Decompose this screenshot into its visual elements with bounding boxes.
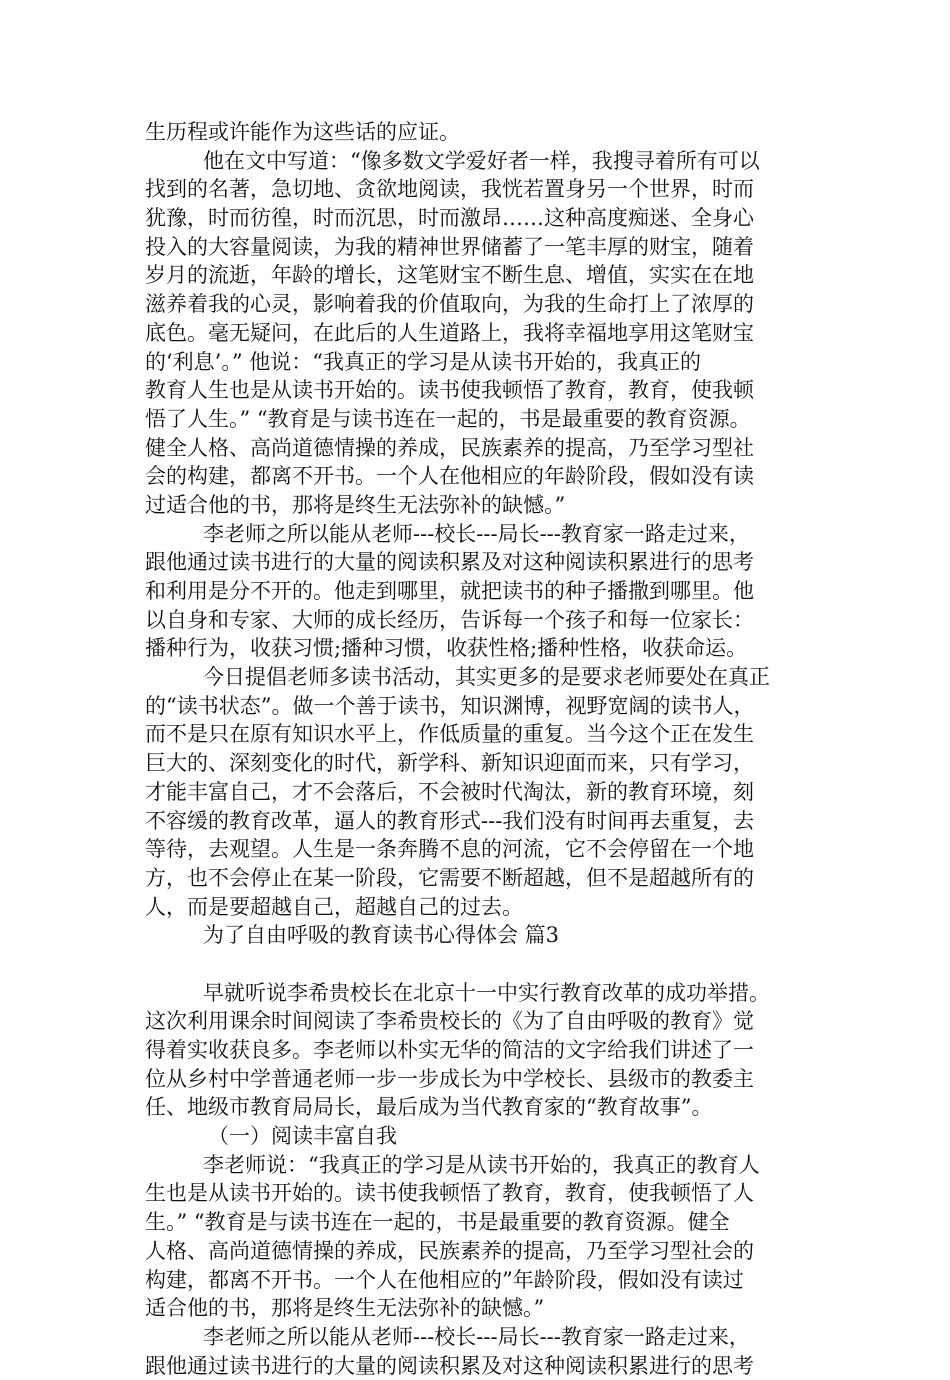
text-line: 底色。毫无疑问，在此后的人生道路上，我将幸福地享用这笔财宝 [145, 320, 754, 345]
section-heading: 为了自由呼吸的教育读书心得体会 篇3 [203, 923, 560, 948]
text-line: 才能丰富自己，才不会落后，不会被时代淘汰，新的教育环境，刻 [145, 779, 754, 804]
text-line: 方，也不会停止在某一阶段，它需要不断超越，但不是超越所有的 [145, 865, 754, 890]
text-line: 播种行为，收获习惯;播种习惯，收获性格;播种性格，收获命运。 [145, 636, 748, 661]
text-line: 教育人生也是从读书开始的。读书使我顿悟了教育，教育，使我顿 [145, 378, 754, 403]
text-line: 生历程或许能作为这些话的应证。 [145, 120, 460, 144]
text-line: 生也是从读书开始的。读书使我顿悟了教育，教育，使我顿悟了人 [145, 1181, 754, 1206]
blank-line [145, 950, 815, 979]
paragraph-start: 李老师之所以能从老师---校长---局长---教育家一路走过来， [203, 521, 750, 546]
paragraph-start: 早就听说李希贵校长在北京十一中实行教育改革的成功举措。 [203, 980, 770, 1005]
text-line: 人，而是要超越自己，超越自己的过去。 [145, 894, 523, 919]
text-line: 位从乡村中学普通老师一步一步成长为中学校长、县级市的教委主 [145, 1066, 754, 1091]
text-line: 的‘利息’。” 他说：“我真正的学习是从读书开始的，我真正的 [145, 349, 701, 374]
text-line: 不容缓的教育改革，逼人的教育形式---我们没有时间再去重复，去 [145, 808, 755, 833]
text-line: 适合他的书，那将是终生无法弥补的缺憾。” [145, 1296, 545, 1321]
text-line: 等待，去观望。人生是一条奔腾不息的河流，它不会停留在一个地 [145, 837, 754, 862]
text-line: 跟他通过读书进行的大量的阅读积累及对这种阅读积累进行的思考 [145, 1353, 754, 1378]
text-line: 而不是只在原有知识水平上，作低质量的重复。当今这个正在发生 [145, 722, 754, 747]
text-line: 人格、高尚道德情操的养成，民族素养的提高，乃至学习型社会的 [145, 1238, 754, 1263]
text-line: 巨大的、深刻变化的时代，新学科、新知识迎面而来，只有学习， [145, 751, 754, 776]
text-line: 会的构建，都离不开书。一个人在他相应的年龄阶段，假如没有读 [145, 464, 754, 489]
text-line: 跟他通过读书进行的大量的阅读积累及对这种阅读积累进行的思考 [145, 550, 754, 575]
text-line: 岁月的流逝，年龄的增长，这笔财宝不断生息、增值，实实在在地 [145, 263, 754, 288]
paragraph-start: 他在文中写道：“像多数文学爱好者一样，我搜寻着所有可以 [203, 148, 760, 173]
text-line: 以自身和专家、大师的成长经历，告诉每一个孩子和每一位家长： [145, 607, 754, 632]
text-line: 和利用是分不开的。他走到哪里，就把读书的种子播撒到哪里。他 [145, 579, 754, 603]
text-line: 任、地级市教育局局长，最后成为当代教育家的“教育故事”。 [145, 1095, 713, 1120]
paragraph-start: 李老师说：“我真正的学习是从读书开始的，我真正的教育人 [203, 1152, 760, 1177]
text-line: 悟了人生。” “教育是与读书连在一起的，书是最重要的教育资源。 [145, 406, 751, 431]
text-line: 犹豫，时而彷徨，时而沉思，时而激昂……这种高度痴迷、全身心 [145, 206, 754, 231]
paragraph-start: 李老师之所以能从老师---校长---局长---教育家一路走过来， [203, 1324, 750, 1349]
text-line: 构建，都离不开书。一个人在他相应的”年龄阶段，假如没有读过 [145, 1267, 744, 1292]
text-line: 生。” “教育是与读书连在一起的，书是最重要的教育资源。健全 [145, 1210, 730, 1235]
text-line: 健全人格、高尚道德情操的养成，民族素养的提高，乃至学习型社 [145, 435, 754, 460]
text-line: 找到的名著，急切地、贪欲地阅读，我恍若置身另一个世界，时而 [145, 177, 754, 202]
text-line: 滋养着我的心灵，影响着我的价值取向，为我的生命打上了浓厚的 [145, 292, 754, 317]
paragraph-start: 今日提倡老师多读书活动，其实更多的是要求老师要处在真正 [203, 665, 770, 690]
text-line: 得着实收获良多。李老师以朴实无华的简洁的文字给我们讲述了一 [145, 1038, 754, 1062]
subheading: （一）阅读丰富自我 [208, 1124, 397, 1149]
text-line: 的“读书状态”。做一个善于读书，知识渊博，视野宽阔的读书人， [145, 693, 755, 718]
text-line: 过适合他的书，那将是终生无法弥补的缺憾。” [145, 492, 566, 517]
text-line: 投入的大容量阅读，为我的精神世界储蓄了一笔丰厚的财宝，随着 [145, 234, 754, 259]
document-page [145, 118, 815, 1380]
text-line: 这次利用课余时间阅读了李希贵校长的《为了自由呼吸的教育》觉 [145, 1009, 754, 1034]
